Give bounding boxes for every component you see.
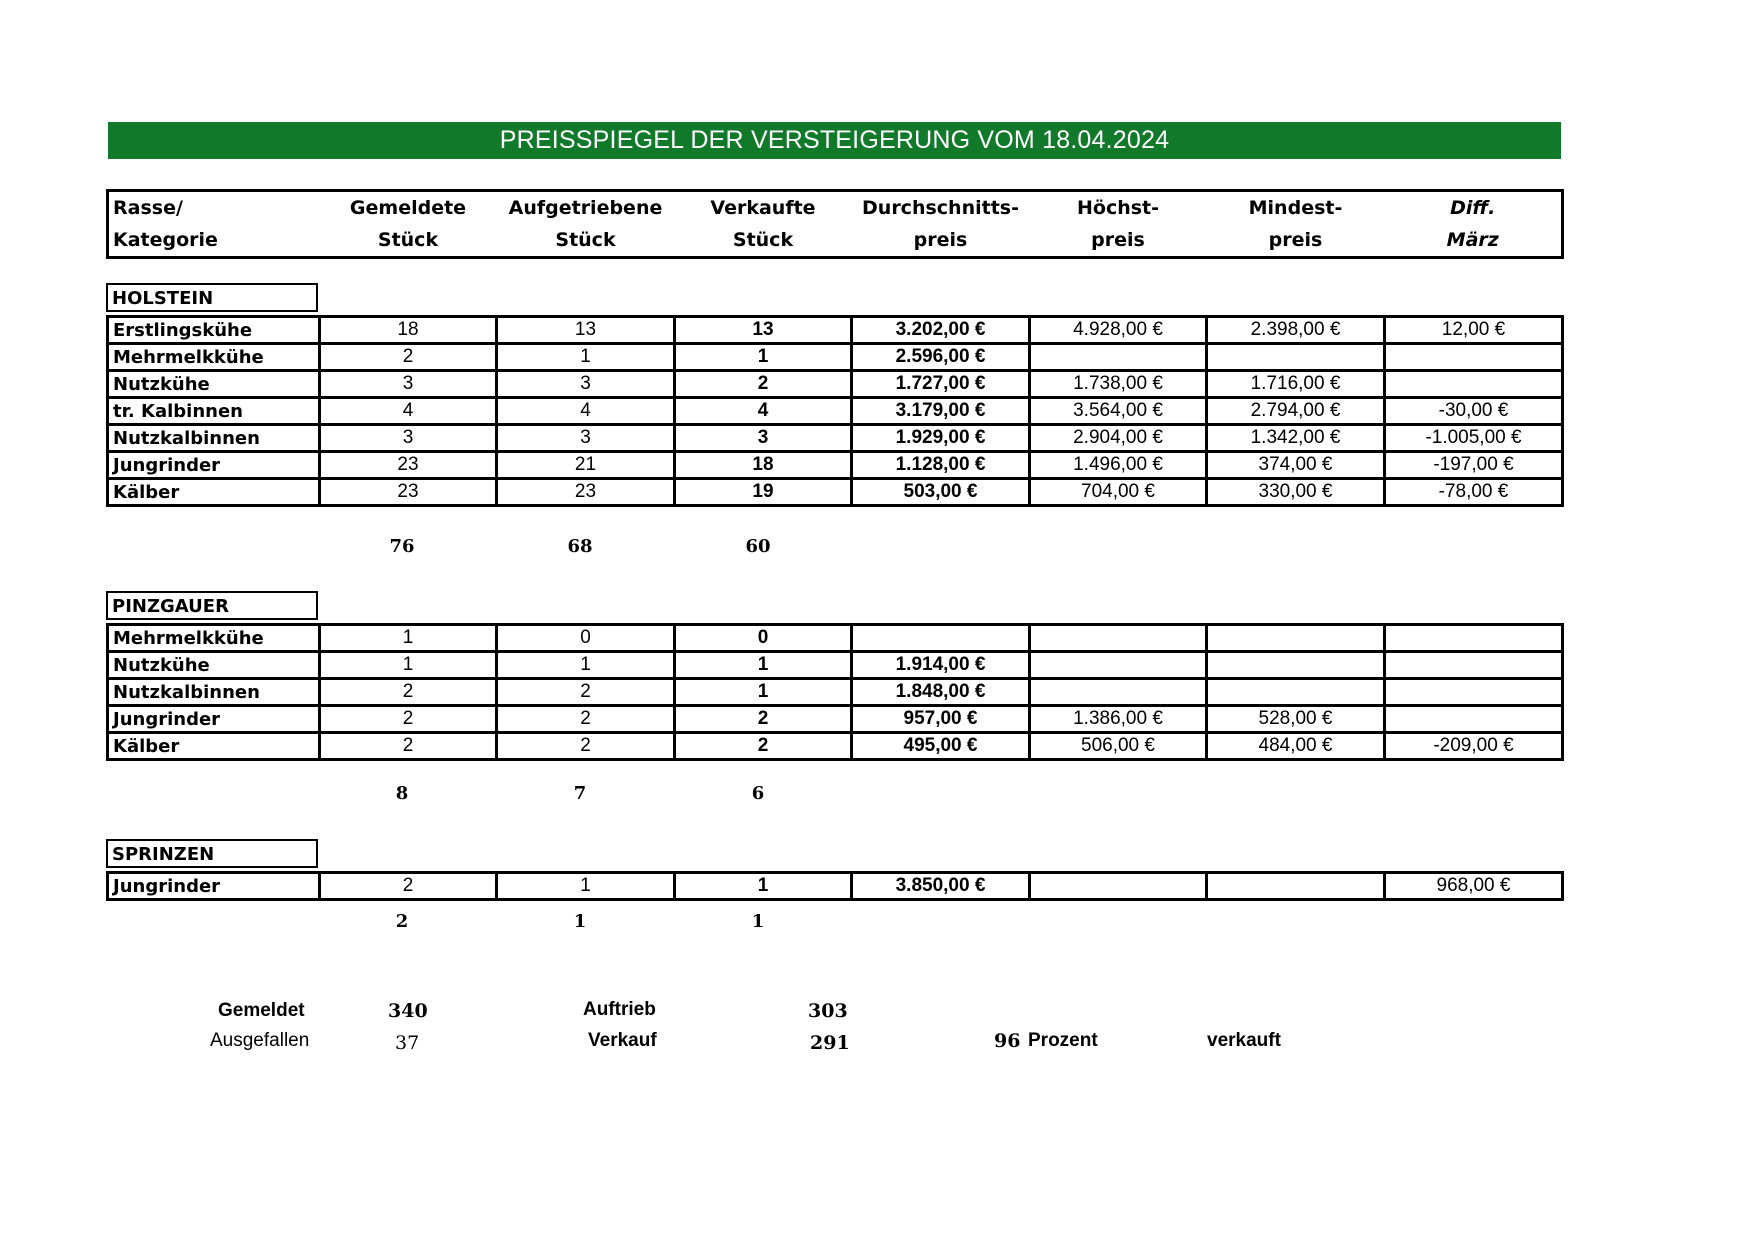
cell-verkauft: 3	[675, 425, 852, 452]
cell-hoechst	[1030, 873, 1207, 900]
cell-kategorie: tr. Kalbinnen	[108, 398, 320, 425]
cell-hoechst: 1.386,00 €	[1030, 706, 1207, 733]
cell-mindest: 528,00 €	[1207, 706, 1385, 733]
cell-mindest: 1.716,00 €	[1207, 371, 1385, 398]
cell-gemeldet: 4	[320, 398, 497, 425]
cell-aufgetrieben: 1	[497, 344, 675, 371]
summary-verkauf-label: Verkauf	[588, 1030, 657, 1051]
cell-kategorie: Nutzkühe	[108, 652, 320, 679]
table-row	[108, 371, 1563, 398]
summary-ausgefallen-label: Ausgefallen	[210, 1030, 310, 1051]
header-hoechst-line2: preis	[1091, 229, 1145, 251]
summary-verkauft-label: verkauft	[1207, 1030, 1281, 1051]
table-row	[108, 625, 1563, 652]
summary-prozent-value: 96	[994, 1030, 1021, 1052]
cell-diff: 12,00 €	[1385, 317, 1563, 344]
cell-hoechst	[1030, 625, 1207, 652]
cell-hoechst: 2.904,00 €	[1030, 425, 1207, 452]
section-label-sprinzen: SPRINZEN	[106, 839, 318, 868]
cell-aufgetrieben: 2	[497, 706, 675, 733]
cell-kategorie: Nutzkalbinnen	[108, 425, 320, 452]
cell-aufgetrieben: 2	[497, 679, 675, 706]
total-verkauft: 60	[745, 536, 771, 557]
cell-gemeldet: 23	[320, 479, 497, 506]
total-gemeldet: 8	[395, 783, 409, 804]
cell-aufgetrieben: 1	[497, 652, 675, 679]
header-row-1	[108, 191, 1563, 225]
cell-aufgetrieben: 21	[497, 452, 675, 479]
cell-verkauft: 2	[675, 733, 852, 760]
cell-diff	[1385, 706, 1563, 733]
cell-aufgetrieben: 23	[497, 479, 675, 506]
cell-durchschnitt: 2.596,00 €	[852, 344, 1030, 371]
cell-mindest: 374,00 €	[1207, 452, 1385, 479]
cell-aufgetrieben: 3	[497, 425, 675, 452]
cell-hoechst: 3.564,00 €	[1030, 398, 1207, 425]
cell-mindest	[1207, 679, 1385, 706]
cell-hoechst	[1030, 652, 1207, 679]
cell-diff	[1385, 652, 1563, 679]
cell-diff: -30,00 €	[1385, 398, 1563, 425]
cell-durchschnitt: 3.179,00 €	[852, 398, 1030, 425]
cell-durchschnitt: 503,00 €	[852, 479, 1030, 506]
cell-verkauft: 18	[675, 452, 852, 479]
cell-gemeldet: 2	[320, 733, 497, 760]
cell-kategorie: Kälber	[108, 479, 320, 506]
summary-auftrieb-label: Auftrieb	[583, 999, 656, 1020]
cell-kategorie: Nutzkühe	[108, 371, 320, 398]
header-verkauft-line2: Stück	[732, 229, 794, 251]
cell-gemeldet: 1	[320, 652, 497, 679]
header-gemeldet-line2: Stück	[377, 229, 439, 251]
table-row	[108, 679, 1563, 706]
summary-ausgefallen-value: 37	[395, 1032, 420, 1054]
cell-verkauft: 4	[675, 398, 852, 425]
header-verkauft-line1: Verkaufte	[710, 197, 816, 219]
header-row-2	[108, 224, 1563, 258]
cell-durchschnitt	[852, 625, 1030, 652]
section-table-sprinzen	[106, 871, 1564, 901]
cell-verkauft: 13	[675, 317, 852, 344]
total-verkauft: 1	[751, 911, 765, 932]
cell-mindest	[1207, 652, 1385, 679]
cell-diff: -197,00 €	[1385, 452, 1563, 479]
cell-diff: -78,00 €	[1385, 479, 1563, 506]
header-diff-line2: März	[1446, 229, 1499, 251]
cell-mindest: 1.342,00 €	[1207, 425, 1385, 452]
cell-diff: -1.005,00 €	[1385, 425, 1563, 452]
table-row	[108, 344, 1563, 371]
header-durchschnitt-line1: Durchschnitts-	[862, 197, 1019, 219]
column-header-table	[106, 189, 1564, 259]
cell-durchschnitt: 495,00 €	[852, 733, 1030, 760]
header-gemeldet-line1: Gemeldete	[349, 197, 467, 219]
cell-hoechst: 506,00 €	[1030, 733, 1207, 760]
cell-verkauft: 19	[675, 479, 852, 506]
cell-gemeldet: 2	[320, 706, 497, 733]
cell-durchschnitt: 3.850,00 €	[852, 873, 1030, 900]
total-gemeldet: 76	[389, 536, 415, 557]
cell-aufgetrieben: 0	[497, 625, 675, 652]
total-verkauft: 6	[751, 783, 765, 804]
cell-hoechst: 1.738,00 €	[1030, 371, 1207, 398]
summary-gemeldet-value: 340	[388, 1000, 428, 1022]
cell-diff	[1385, 625, 1563, 652]
cell-aufgetrieben: 3	[497, 371, 675, 398]
table-row	[108, 652, 1563, 679]
header-mindest-line2: preis	[1268, 229, 1323, 251]
cell-diff: 968,00 €	[1385, 873, 1563, 900]
cell-mindest: 330,00 €	[1207, 479, 1385, 506]
cell-mindest	[1207, 625, 1385, 652]
cell-mindest: 484,00 €	[1207, 733, 1385, 760]
cell-gemeldet: 3	[320, 425, 497, 452]
cell-aufgetrieben: 13	[497, 317, 675, 344]
header-kategorie-line1: Rasse/	[113, 197, 183, 219]
header-kategorie-line2: Kategorie	[113, 229, 218, 251]
cell-gemeldet: 2	[320, 679, 497, 706]
header-mindest-line1: Mindest-	[1248, 197, 1343, 219]
cell-hoechst: 4.928,00 €	[1030, 317, 1207, 344]
cell-kategorie: Kälber	[108, 733, 320, 760]
summary-prozent-label: Prozent	[1028, 1030, 1098, 1051]
summary-auftrieb-value: 303	[808, 1000, 848, 1022]
cell-kategorie: Jungrinder	[108, 873, 320, 900]
table-row	[108, 398, 1563, 425]
cell-kategorie: Mehrmelkkühe	[108, 344, 320, 371]
cell-kategorie: Erstlingskühe	[108, 317, 320, 344]
header-aufgetrieben-line1: Aufgetriebene	[508, 197, 663, 219]
cell-verkauft: 1	[675, 344, 852, 371]
cell-gemeldet: 2	[320, 344, 497, 371]
cell-verkauft: 2	[675, 706, 852, 733]
cell-gemeldet: 18	[320, 317, 497, 344]
summary-gemeldet-label: Gemeldet	[218, 1000, 305, 1021]
table-row	[108, 706, 1563, 733]
cell-durchschnitt: 3.202,00 €	[852, 317, 1030, 344]
section-label-holstein: HOLSTEIN	[106, 283, 318, 312]
total-aufgetrieben: 7	[573, 783, 587, 804]
total-gemeldet: 2	[395, 911, 409, 932]
cell-diff	[1385, 344, 1563, 371]
cell-durchschnitt: 1.848,00 €	[852, 679, 1030, 706]
table-row	[108, 452, 1563, 479]
cell-gemeldet: 2	[320, 873, 497, 900]
cell-gemeldet: 23	[320, 452, 497, 479]
cell-mindest: 2.398,00 €	[1207, 317, 1385, 344]
cell-diff	[1385, 679, 1563, 706]
cell-aufgetrieben: 1	[497, 873, 675, 900]
header-diff-line1: Diff.	[1450, 197, 1496, 219]
summary-verkauf-value: 291	[810, 1032, 850, 1054]
total-aufgetrieben: 68	[567, 536, 593, 557]
cell-verkauft: 2	[675, 371, 852, 398]
table-row	[108, 873, 1563, 900]
cell-aufgetrieben: 2	[497, 733, 675, 760]
cell-verkauft: 1	[675, 873, 852, 900]
cell-hoechst	[1030, 344, 1207, 371]
cell-mindest	[1207, 873, 1385, 900]
header-hoechst-line1: Höchst-	[1076, 197, 1160, 219]
cell-mindest: 2.794,00 €	[1207, 398, 1385, 425]
cell-verkauft: 0	[675, 625, 852, 652]
table-row	[108, 733, 1563, 760]
page-title: PREISSPIEGEL DER VERSTEIGERUNG VOM 18.04.2024	[108, 122, 1561, 159]
cell-durchschnitt: 1.914,00 €	[852, 652, 1030, 679]
table-row	[108, 317, 1563, 344]
cell-hoechst	[1030, 679, 1207, 706]
cell-diff: -209,00 €	[1385, 733, 1563, 760]
cell-aufgetrieben: 4	[497, 398, 675, 425]
cell-durchschnitt: 1.929,00 €	[852, 425, 1030, 452]
cell-mindest	[1207, 344, 1385, 371]
cell-durchschnitt: 1.727,00 €	[852, 371, 1030, 398]
section-table-holstein	[106, 315, 1564, 507]
cell-gemeldet: 1	[320, 625, 497, 652]
cell-kategorie: Jungrinder	[108, 452, 320, 479]
cell-verkauft: 1	[675, 652, 852, 679]
cell-durchschnitt: 1.128,00 €	[852, 452, 1030, 479]
cell-gemeldet: 3	[320, 371, 497, 398]
section-table-pinzgauer	[106, 623, 1564, 761]
cell-verkauft: 1	[675, 679, 852, 706]
cell-kategorie: Mehrmelkkühe	[108, 625, 320, 652]
cell-kategorie: Nutzkalbinnen	[108, 679, 320, 706]
header-aufgetrieben-line2: Stück	[555, 229, 616, 251]
cell-durchschnitt: 957,00 €	[852, 706, 1030, 733]
cell-hoechst: 704,00 €	[1030, 479, 1207, 506]
cell-diff	[1385, 371, 1563, 398]
cell-kategorie: Jungrinder	[108, 706, 320, 733]
cell-hoechst: 1.496,00 €	[1030, 452, 1207, 479]
table-row	[108, 425, 1563, 452]
total-aufgetrieben: 1	[573, 911, 587, 932]
section-label-pinzgauer: PINZGAUER	[106, 591, 318, 620]
header-durchschnitt-line2: preis	[913, 229, 968, 251]
table-row	[108, 479, 1563, 506]
